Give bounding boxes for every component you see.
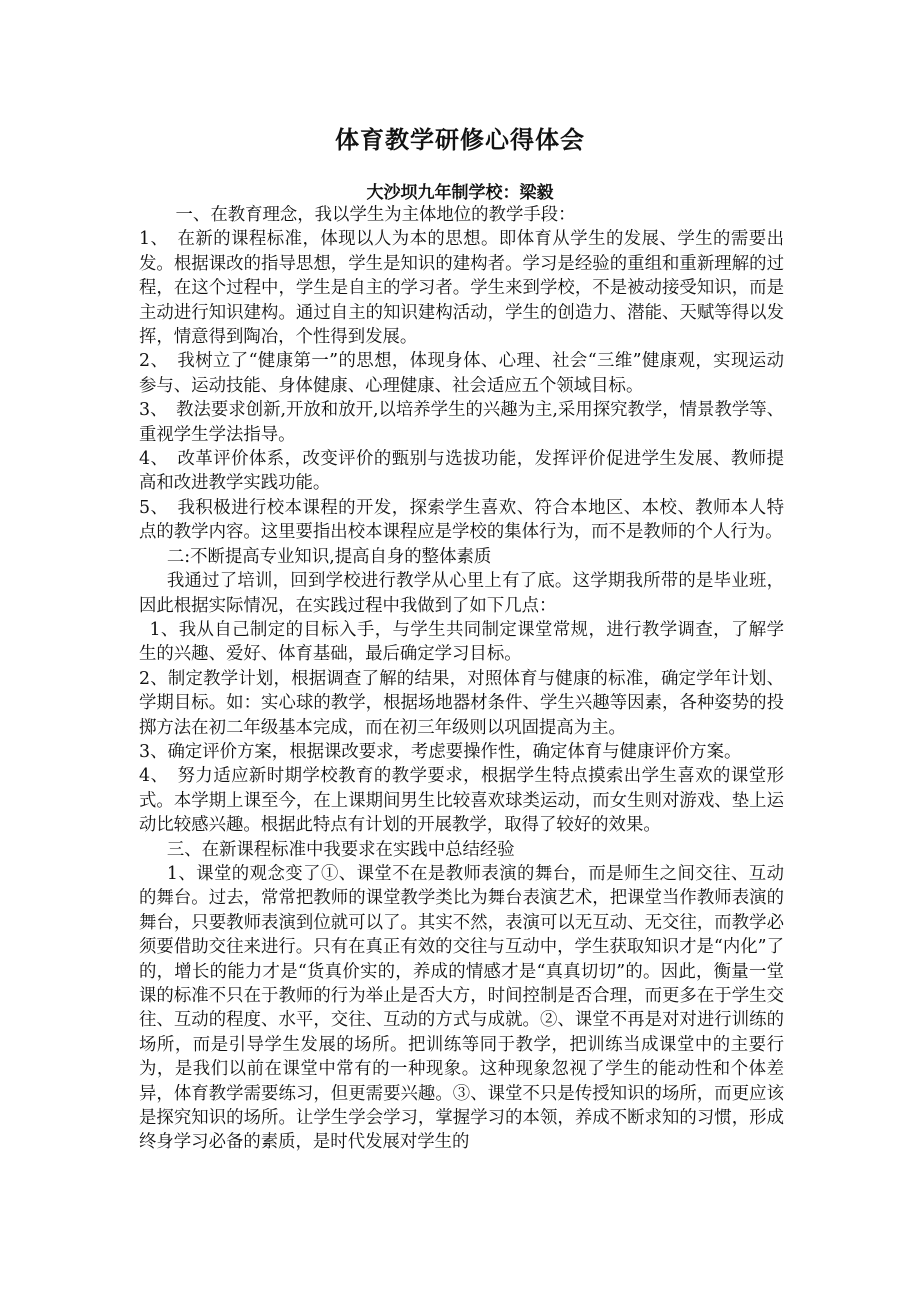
body-paragraph: 3、 教法要求创新,开放和放开,以培养学生的兴趣为主,采用探究教学，情景教学等、重视学生学法指导。 (139, 400, 785, 445)
body-paragraph: 一、在教育理念，我以学生为主体地位的教学手段： (175, 205, 576, 225)
document-body (139, 203, 784, 1155)
body-paragraph: 3、确定评价方案，根据课改要求，考虑要操作性，确定体育与健康评价方案。 (139, 741, 742, 762)
body-paragraph: 三、在新课程标准中我要求在实践中总结经验 (166, 839, 515, 860)
body-paragraph: 二:不断提高专业知识,提高自身的整体素质 (166, 546, 492, 567)
document-title: 体育教学研修心得体会 (335, 126, 585, 154)
author-line: 大沙坝九年制学校：梁毅 (366, 183, 554, 203)
body-paragraph: 1、我从自己制定的目标入手，与学生共同制定课堂常规，进行教学调查，了解学生的兴趣、爱好、体育基础，最后确定学习目标。 (139, 619, 784, 665)
body-paragraph: 2、制定教学计划，根据调查了解的结果，对照体育与健康的标准，确定学年计划、学期目标。如：实心球的教学，根据场地器材条件、学生兴趣等因素，各种姿势的投掷方法在初二年级基本完成，而在初三年级则以巩固提高为主。 (139, 668, 784, 738)
body-paragraph: 我通过了培训，回到学校进行教学从心里上有了底。这学期我所带的是毕业班，因此根据实际情况，在实践过程中我做到了如下几点： (139, 571, 784, 616)
body-paragraph: 5、 我积极进行校本课程的开发，探索学生喜欢、符合本地区、本校、教师本人特点的教学内容。这里要指出校本课程应是学校的集体行为，而不是教师的个人行为。 (139, 497, 784, 543)
body-paragraph: 4、 改革评价体系，改变评价的甄别与选拔功能，发挥评价促进学生发展、教师提高和改进教学实践功能。 (139, 449, 784, 494)
body-paragraph: 1、 在新的课程标准，体现以人为本的思想。即体育从学生的发展、学生的需要出发。根据课改的指导思想，学生是知识的建构者。学习是经验的重组和重新理解的过程，在这个过程中，学生是自主的学习者。学生来到学校，不是被动接受知识，而是主动进行知识建构。通过自主的知识建构活动，学生的创造力、潜能、天赋等得以发挥，情意得到陶冶，个性得到发展。 (139, 229, 784, 348)
body-paragraph: 2、 我树立了“健康第一”的思想，体现身体、心理、社会“三维”健康观，实现运动参与、运动技能、身体健康、心理健康、社会适应五个领域目标。 (139, 351, 784, 396)
body-paragraph: 1、课堂的观念变了①、课堂不在是教师表演的舞台，而是师生之间交往、互动的舞台。过去，常常把教师的课堂教学类比为舞台表演艺术，把课堂当作教师表演的舞台，只要教师表演到位就可以了。其实不然，表演可以无互动、无交往，而教学必须要借助交往来进行。只有在真正有效的交往与互动中，学生获取知识才是“内化”了的，增长的能力才是“货真价实的，养成的情感才是“真真切切”的。因此，衡量一堂课的标准不只在于教师的行为举止是否大方，时间控制是否合理，而更多在于学生交往、互动的程度、水平，交往、互动的方式与成就。②、课堂不再是对对进行训练的场所，而是引导学生发展的场所。把训练等同于教学，把训练当成课堂中的主要行为，是我们以前在课堂中常有的一种现象。这种现象忽视了学生的能动性和个体差异，体育教学需要练习，但更需要兴趣。③、课堂不只是传授知识的场所，而更应该是探究知识的场所。让学生学会学习，掌握学习的本领，养成不断求知的习惯，形成终身学习必备的素质，是时代发展对学生的 (139, 863, 784, 1153)
body-paragraph: 4、 努力适应新时期学校教育的教学要求，根据学生特点摸索出学生喜欢的课堂形式。本学期上课至今，在上课期间男生比较喜欢球类运动，而女生则对游戏、垫上运动比较感兴趣。根据此特点有计划的开展教学，取得了较好的效果。 (139, 766, 784, 836)
